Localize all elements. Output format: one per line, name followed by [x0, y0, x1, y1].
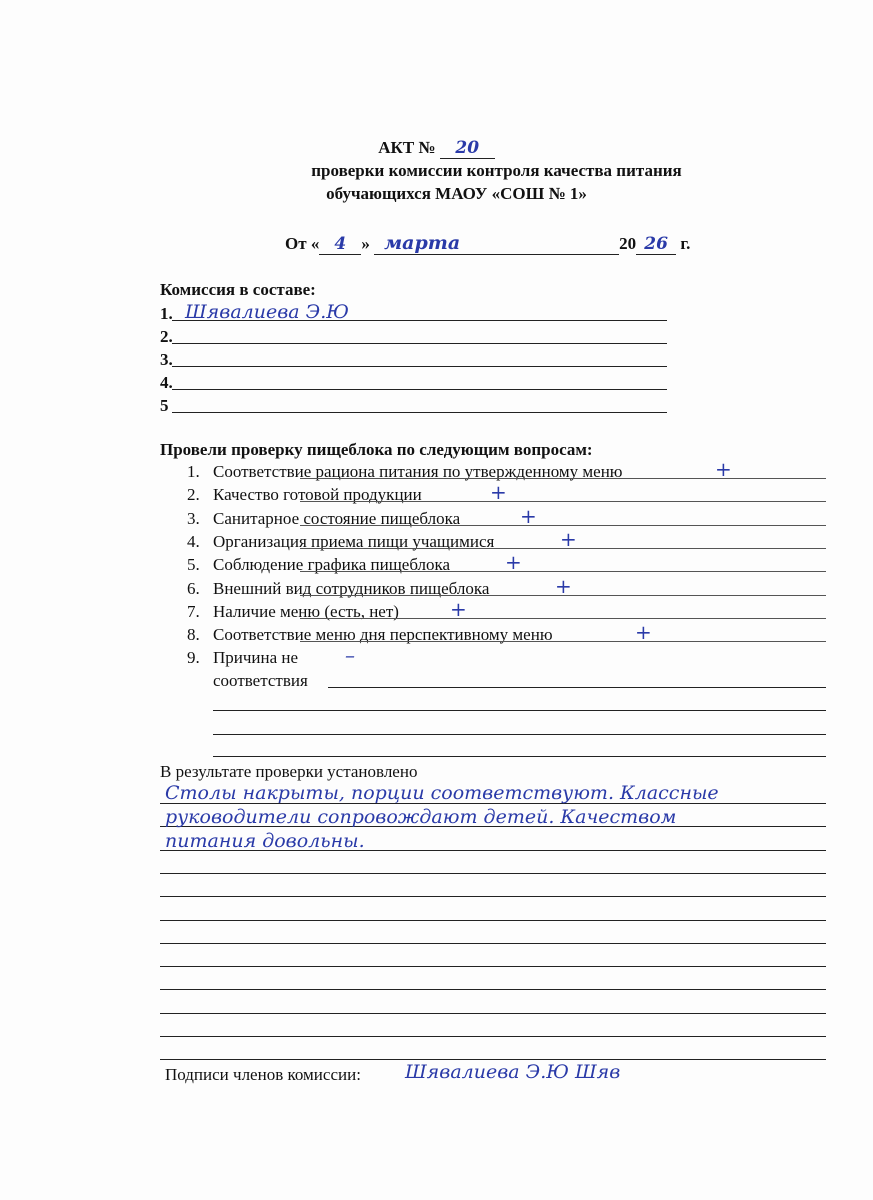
- question-number: 4.: [187, 531, 200, 551]
- act-number: 20: [440, 138, 495, 159]
- answer-line: [213, 756, 826, 757]
- signatures-handwritten: Шявалиева Э.Ю Шяв: [405, 1061, 621, 1083]
- question-text: Внешний вид сотрудников пищеблока: [213, 578, 490, 598]
- question-number: 1.: [187, 462, 200, 481]
- signatures-label: Подписи членов комиссии:: [165, 1065, 361, 1084]
- questions-heading: Провели проверку пищеблока по следующим вопросам:: [160, 440, 593, 459]
- question-text-cont: соответствия: [213, 671, 308, 691]
- question-text: Качество готовой продукции: [213, 485, 422, 505]
- member-number: 4.: [160, 373, 173, 392]
- question-mark: +: [635, 620, 652, 645]
- date-prefix: От «: [285, 234, 320, 253]
- answer-line: [300, 548, 826, 549]
- question-number: 6.: [187, 578, 200, 598]
- result-line: [160, 943, 826, 944]
- question-text: Соответствие рациона питания по утвержденному меню: [213, 462, 623, 481]
- answer-line: [300, 525, 826, 526]
- question-mark: +: [490, 480, 507, 505]
- question-text: Организация приема пищи учащимися: [213, 531, 495, 551]
- question-text: Наличие меню (есть, нет): [213, 601, 399, 621]
- member-line: [172, 343, 667, 344]
- answer-line: [213, 710, 826, 711]
- question-mark: –: [345, 643, 355, 668]
- question-number: 9.: [187, 648, 200, 668]
- question-number: 3.: [187, 508, 200, 528]
- answer-line: [213, 734, 826, 735]
- question-mark: +: [715, 457, 732, 481]
- question-mark: +: [555, 573, 572, 598]
- subtitle-1: проверки комиссии контроля качества питания: [311, 161, 682, 180]
- question-number: 7.: [187, 601, 200, 621]
- date-year-prefix: 20: [619, 234, 637, 253]
- answer-line: [300, 641, 826, 642]
- date-day: 4: [319, 234, 361, 255]
- title-prefix: АКТ №: [378, 138, 436, 157]
- member-line: [172, 389, 667, 390]
- result-heading: В результате проверки установлено: [160, 762, 418, 781]
- member-line: [172, 412, 667, 413]
- question-mark: +: [520, 503, 537, 528]
- answer-line: [300, 595, 826, 596]
- member-number: 2.: [160, 327, 173, 346]
- act-title: [0, 138, 873, 159]
- result-line: [160, 920, 826, 921]
- member-number: 3.: [160, 350, 173, 369]
- answer-line: [300, 478, 826, 479]
- answer-line: [300, 571, 826, 572]
- subtitle-2: обучающихся МАОУ «СОШ № 1»: [326, 184, 587, 203]
- question-text: Соответствие меню дня перспективному меню: [213, 625, 553, 645]
- result-line: [160, 1013, 826, 1014]
- date-year-end: г.: [680, 234, 691, 253]
- question-mark: +: [505, 550, 522, 575]
- result-line: [160, 966, 826, 967]
- question-text: Санитарное состояние пищеблока: [213, 508, 461, 528]
- date-mid: »: [361, 234, 370, 253]
- result-handwritten-line: руководители сопровождают детей. Качеством: [165, 806, 677, 828]
- act-date: [285, 232, 690, 255]
- date-year-suffix: 26: [636, 234, 676, 255]
- result-handwritten-line: Столы накрыты, порции соответствуют. Классные: [165, 782, 719, 804]
- question-mark: +: [450, 596, 467, 621]
- answer-line: [300, 618, 826, 619]
- question-number: 5.: [187, 555, 200, 575]
- question-text: Соблюдение графика пищеблока: [213, 555, 451, 575]
- answer-line: [328, 687, 826, 688]
- member-number: 1.: [160, 304, 173, 323]
- answer-line: [300, 501, 826, 502]
- result-line: [160, 896, 826, 897]
- question-number: 8.: [187, 625, 200, 645]
- result-line: [160, 989, 826, 990]
- member-name: Шявалиева Э.Ю: [185, 301, 349, 323]
- question-number: 2.: [187, 485, 200, 505]
- result-handwritten-line: питания довольны.: [165, 830, 365, 852]
- question-text: Причина не: [213, 648, 299, 668]
- member-number: 5: [160, 396, 169, 415]
- question-mark: +: [560, 526, 577, 551]
- date-month: марта: [374, 232, 619, 255]
- member-line: [172, 366, 667, 367]
- result-line: [160, 873, 826, 874]
- result-line: [160, 1036, 826, 1037]
- commission-heading: Комиссия в составе:: [160, 280, 316, 299]
